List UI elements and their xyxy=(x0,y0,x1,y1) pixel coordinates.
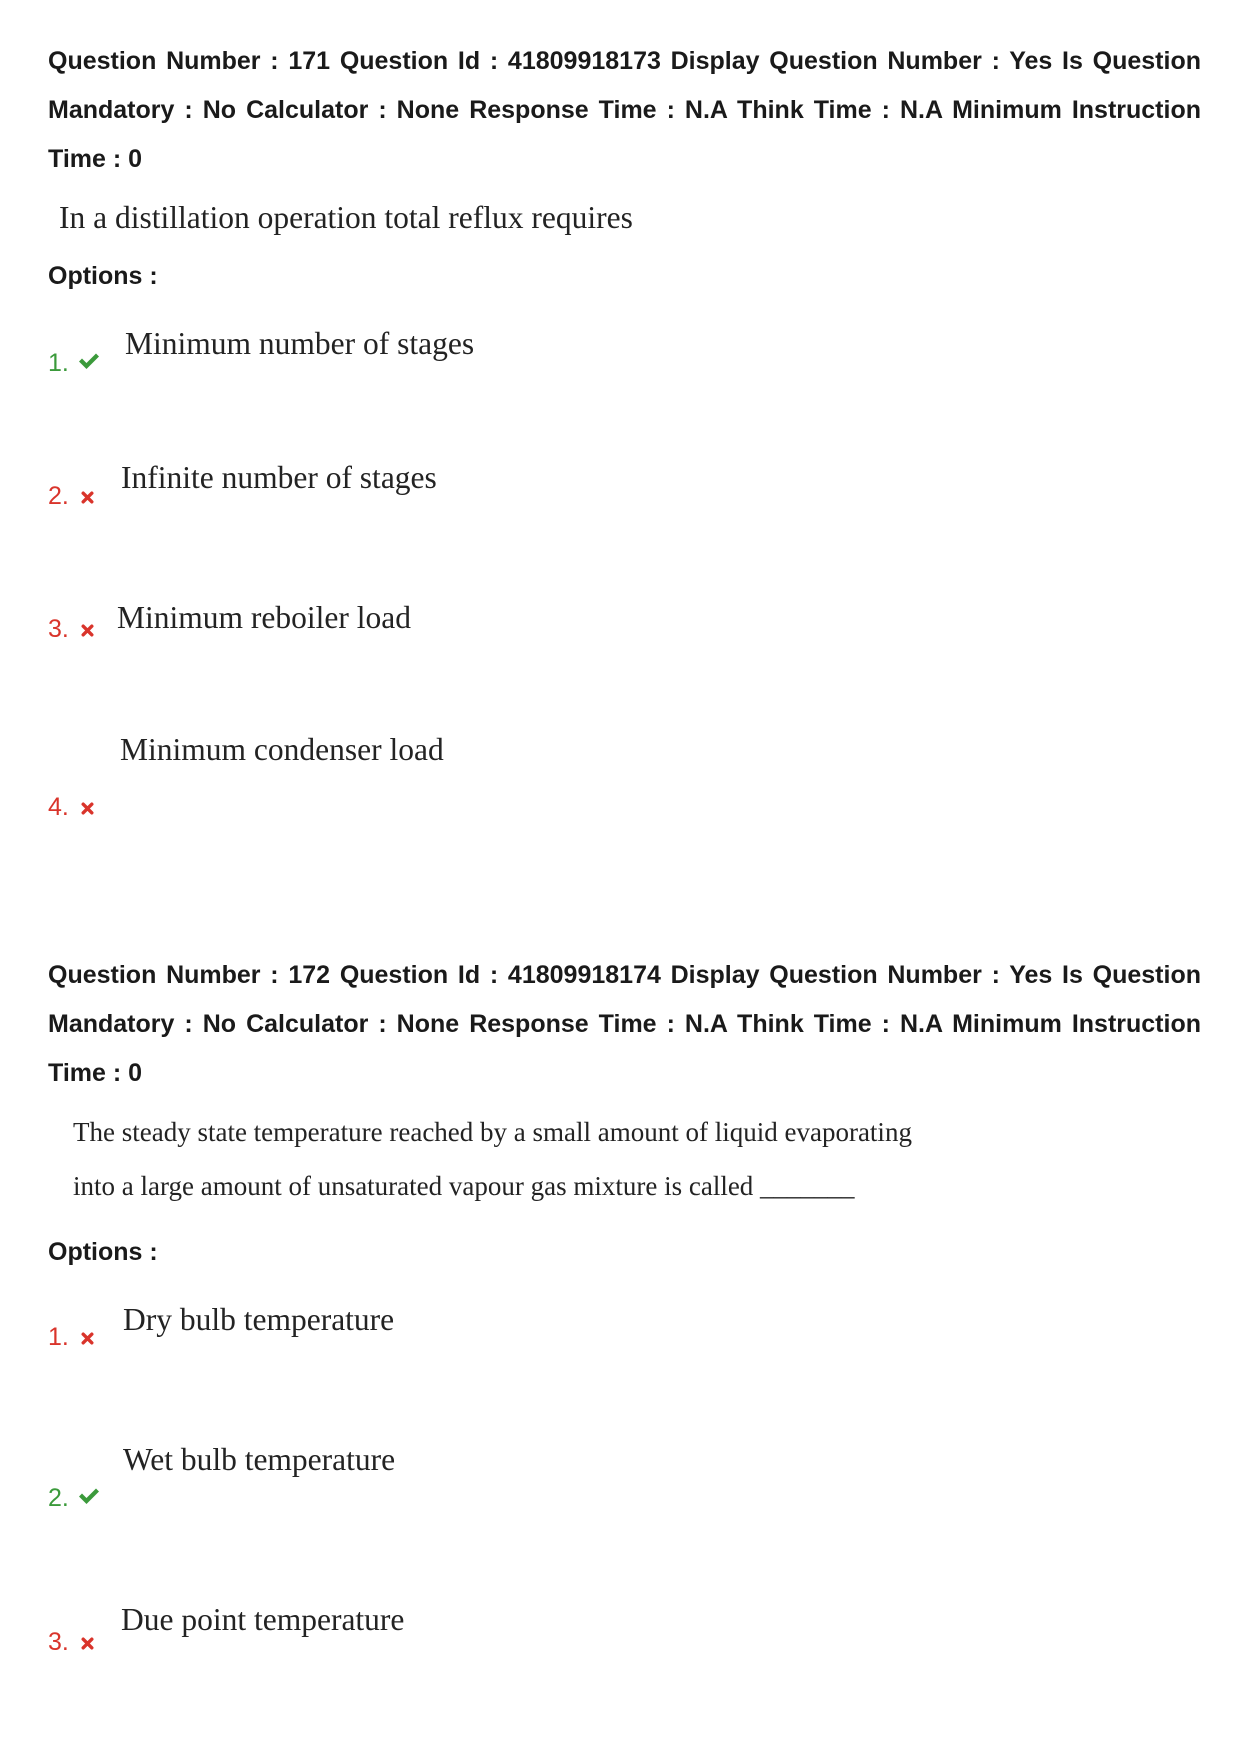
option-3-marker xyxy=(48,1627,94,1657)
option-2-marker xyxy=(48,481,94,511)
option-number: 3. xyxy=(48,1628,69,1656)
question-171-options-label: Options : xyxy=(48,262,158,290)
question-172-options-label: Options : xyxy=(48,1238,158,1266)
option-1-text: Minimum number of stages xyxy=(125,326,475,361)
cross-icon xyxy=(79,488,94,504)
question-text-line: In a distillation operation total reflux requires xyxy=(59,200,633,235)
option-1-marker xyxy=(48,1322,94,1352)
check-icon xyxy=(79,357,99,369)
question-172-text xyxy=(73,1105,912,1213)
option-3-text: Due point temperature xyxy=(121,1602,405,1637)
question-171-text xyxy=(59,198,633,238)
cross-icon xyxy=(79,1634,94,1650)
cross-icon xyxy=(79,621,94,637)
question-172-header xyxy=(48,951,1201,1098)
option-2-marker xyxy=(48,1483,99,1513)
option-4-marker xyxy=(48,792,94,822)
option-number: 1. xyxy=(48,1323,69,1351)
header-line-1: Question Number : 172 Question Id : 41809918174 Display Question Number : Yes Is Question xyxy=(48,961,1201,989)
option-number: 4. xyxy=(48,793,69,821)
question-text-line: into a large amount of unsaturated vapour gas mixture is called _______ xyxy=(73,1171,855,1201)
cross-icon xyxy=(79,1329,94,1345)
header-line-3: Time : 0 xyxy=(48,1059,143,1087)
question-text-line: The steady state temperature reached by a small amount of liquid evaporating xyxy=(73,1117,912,1147)
header-line-2: Mandatory : No Calculator : None Response Time : N.A Think Time : N.A Minimum Instruction xyxy=(48,1010,1201,1038)
check-icon xyxy=(79,1492,99,1504)
option-number: 1. xyxy=(48,349,69,377)
option-3-marker xyxy=(48,614,94,644)
cross-icon xyxy=(79,799,94,815)
option-4-text: Minimum condenser load xyxy=(120,732,444,767)
option-3-text: Minimum reboiler load xyxy=(117,600,411,635)
option-number: 2. xyxy=(48,482,69,510)
question-171-header xyxy=(48,37,1201,184)
option-2-text: Infinite number of stages xyxy=(121,460,437,495)
option-number: 2. xyxy=(48,1484,69,1512)
header-line-3: Time : 0 xyxy=(48,145,143,173)
option-1-text: Dry bulb temperature xyxy=(123,1302,395,1337)
option-number: 3. xyxy=(48,615,69,643)
option-2-text: Wet bulb temperature xyxy=(123,1442,396,1477)
header-line-1: Question Number : 171 Question Id : 41809918173 Display Question Number : Yes Is Question xyxy=(48,47,1201,75)
option-1-marker xyxy=(48,348,99,378)
header-line-2: Mandatory : No Calculator : None Response Time : N.A Think Time : N.A Minimum Instruction xyxy=(48,96,1201,124)
